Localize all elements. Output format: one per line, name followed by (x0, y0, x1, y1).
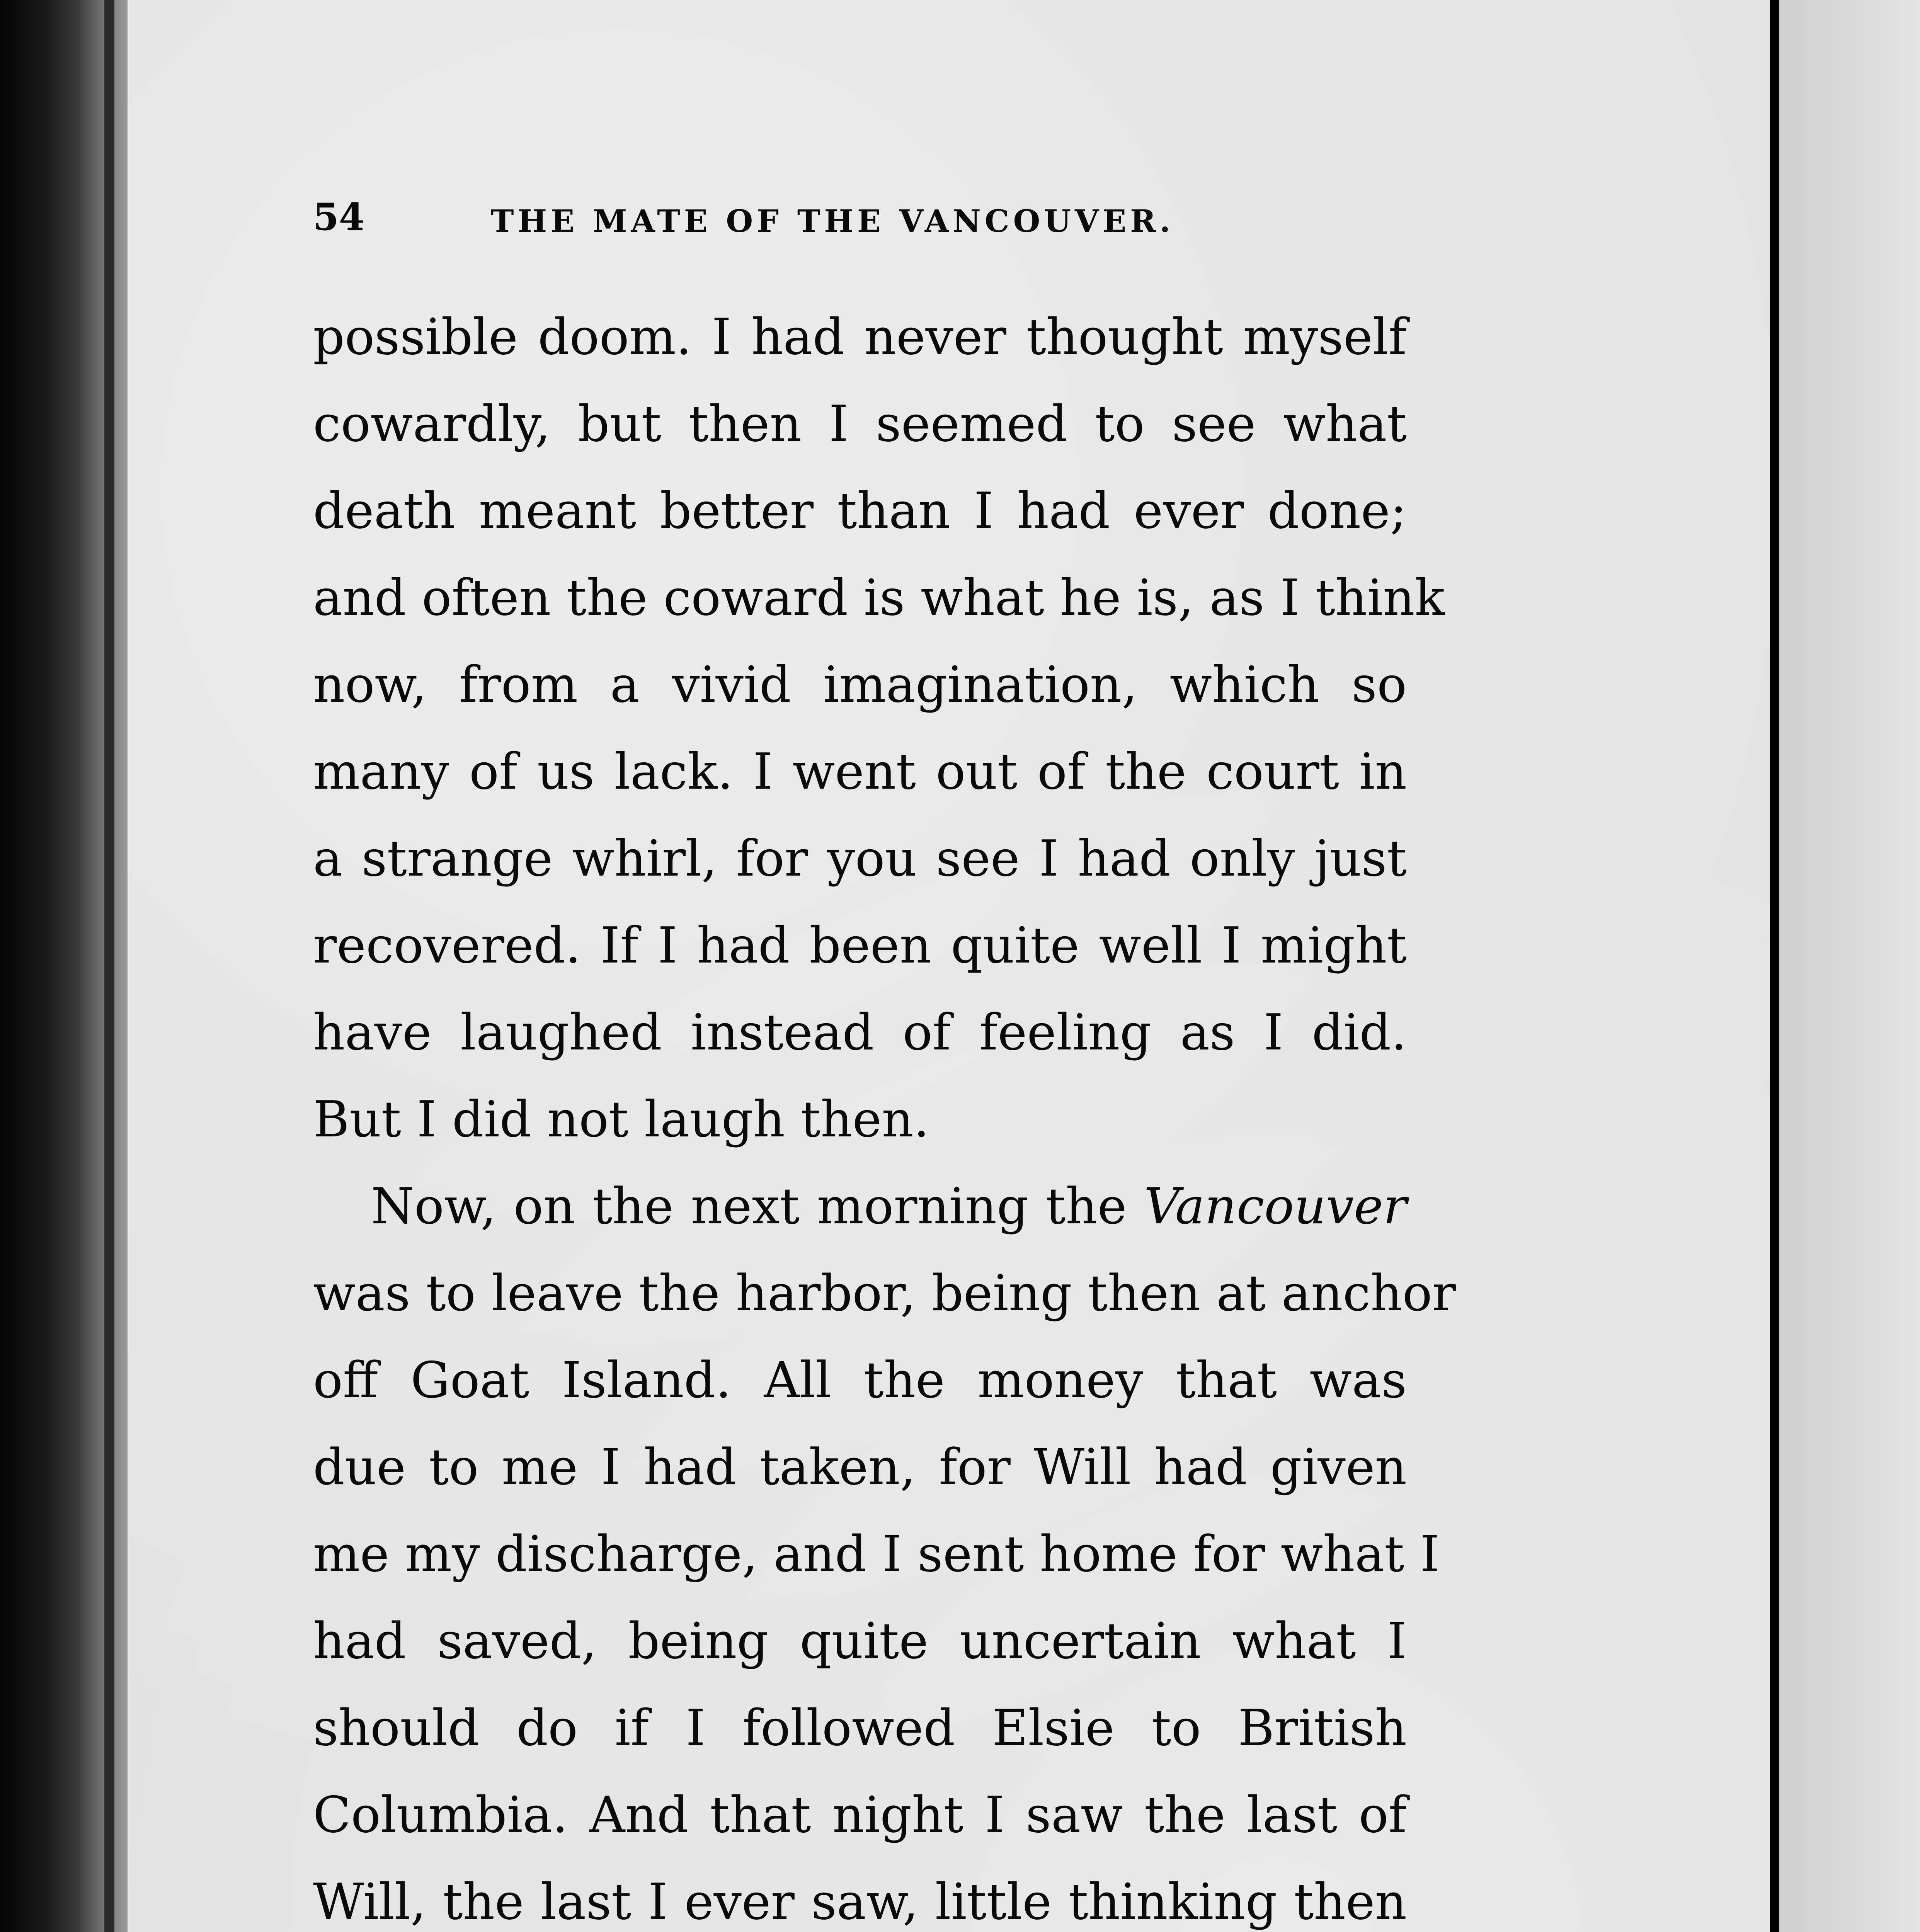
text-line: a strange whirl, for you see I had only just (313, 830, 1407, 888)
page-number: 54 (313, 195, 365, 239)
text-line: cowardly, but then I seemed to see what (313, 395, 1407, 453)
text-line: But I did not laugh then. (313, 1091, 929, 1148)
text-fragment: Now, on the next morning the (371, 1178, 1144, 1235)
ship-name-italic: Vancouver (1144, 1178, 1407, 1235)
text-line: had saved, being quite uncertain what I (313, 1612, 1407, 1670)
text-line: off Goat Island. All the money that was (313, 1352, 1407, 1409)
next-page-strip (1779, 0, 1920, 1932)
scan-spine-line (104, 0, 114, 1932)
text-line: recovered. If I had been quite well I might (313, 917, 1407, 975)
running-title: THE MATE OF THE VANCOUVER. (491, 203, 1174, 239)
text-line: me my discharge, and I sent home for what I (313, 1526, 1440, 1583)
text-line: now, from a vivid imagination, which so (313, 656, 1407, 714)
text-line: Columbia. And that night I saw the last of (313, 1786, 1407, 1844)
body-text (313, 294, 1456, 1932)
text-line: should do if I followed Elsie to British (313, 1699, 1407, 1757)
text-line: death meant better than I had ever done; (313, 482, 1407, 540)
text-line: Will, the last I ever saw, little thinking then (313, 1873, 1407, 1931)
text-line: possible doom. I had never thought myself (313, 308, 1407, 366)
text-line: and often the coward is what he is, as I think (313, 569, 1445, 627)
text-line: was to leave the harbor, being then at anchor (313, 1265, 1456, 1322)
page-edge-border (1770, 0, 1779, 1932)
text-line: have laughed instead of feeling as I did. (313, 1004, 1407, 1061)
text-line: due to me I had taken, for Will had given (313, 1439, 1407, 1496)
text-line: many of us lack. I went out of the court in (313, 743, 1407, 801)
page-header (313, 195, 1434, 249)
text-line-paragraph-start (313, 1163, 1407, 1250)
